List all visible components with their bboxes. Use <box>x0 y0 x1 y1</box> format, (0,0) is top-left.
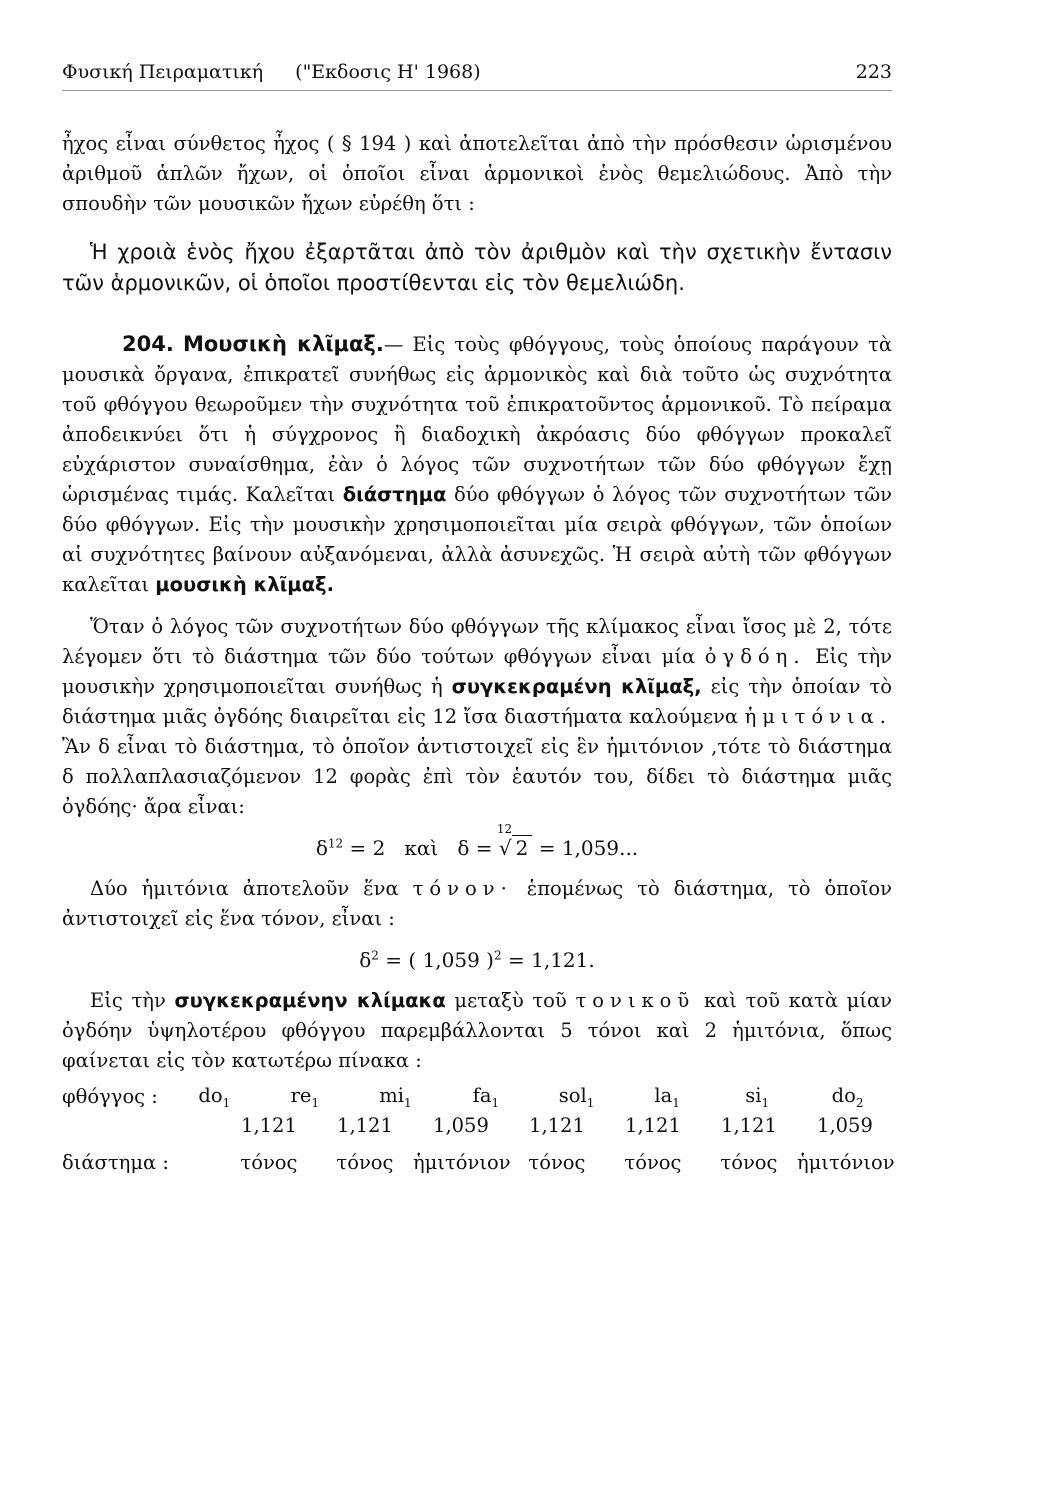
scale-table <box>62 1082 893 1176</box>
ratio-value: 1,121 <box>721 1113 777 1137</box>
header-left <box>62 60 507 84</box>
formula-semitone <box>62 822 892 860</box>
note-sub: 1 <box>222 1095 231 1110</box>
radicand: 2 <box>512 835 533 860</box>
octave-text-a: Ὅταν ὁ λόγος τῶν συχνοτήτων δύο φθόγγων τῆς κλίμακος εἶναι ἴσος μὲ 2, τότε λέγομεν ὅτι τὸ διάστημα τῶν δύο τούτων φθόγγων εἶναι μία <box>62 615 892 668</box>
ratio-value: 1,121 <box>625 1113 681 1137</box>
formula1-exponent: 12 <box>327 836 344 851</box>
note-sub: 1 <box>672 1095 680 1110</box>
interval-value: τόνος <box>528 1150 586 1174</box>
term-tempered-scale-acc: συγκεκραμένην κλίμακα <box>174 989 446 1012</box>
root-symbol: 12 √ 2 <box>499 836 532 860</box>
note-sub: 2 <box>855 1095 864 1110</box>
interval-value: ἡμιτόνιον <box>412 1150 511 1174</box>
note-name: sol <box>558 1084 587 1107</box>
formula2-exponent: 2 <box>371 948 379 963</box>
octave-text-d: Ἂν δ εἶναι τὸ διάστημα, τὸ ὁποῖον ἀντιστοιχεῖ εἰς ἓν ἡμιτόνιον ,τότε τὸ διάστημα δ πολλαπλασιαζόμενον 12 φορὰς ἐπὶ τὸν ἑαυτόν του, δίδει τὸ διάστημα μιᾶς ὀγδόης· ἄρα εἶναι: <box>62 735 892 818</box>
interval-value: τόνος <box>720 1150 778 1174</box>
ratios-cell <box>169 1112 893 1139</box>
tone-text-a: Δύο ἡμιτόνια ἀποτελοῦν ἕνα <box>90 877 399 900</box>
book-title: Φυσική Πειραματική <box>62 61 264 83</box>
formula1-result: = 1,059... <box>538 836 639 860</box>
interval-value: ἡμιτόνιον <box>796 1150 895 1174</box>
note-name: mi <box>379 1084 404 1107</box>
section-text-a: — Εἰς τοὺς φθόγγους, τοὺς ὁποίους παράγουν τὰ μουσικὰ ὄργανα, ἐπικρατεῖ συνήθως εἰς ἁρμονικὸς καὶ διὰ τοῦτο ὡς συχνότητα τοῦ φθόγγου θεωροῦμεν τὴν συχνότητα τοῦ ἐπικρατοῦντος ἁρμονικοῦ. Τὸ πείραμα ἀποδεικνύει ὅτι ἡ σύγχρονος ἢ διαδοχικὴ ἀκρόασις δύο φθόγγων προκαλεῖ εὐχάριστον συναίσθημα, ἐὰν ὁ λόγος τῶν συχνοτήτων τῶν δύο φθόγγων ἔχῃ ὡρισμένας τιμάς. Καλεῖται <box>62 333 892 506</box>
ratio-value: 1,121 <box>529 1113 585 1137</box>
formula-tone <box>62 948 892 972</box>
interval-value: τόνος <box>240 1150 298 1174</box>
book-page <box>62 60 895 1176</box>
note-name: do <box>198 1084 223 1107</box>
note-cell <box>622 1082 712 1112</box>
section-number: 204. <box>122 332 174 356</box>
note-sub: 1 <box>491 1095 500 1110</box>
section-204 <box>62 329 892 600</box>
running-header <box>62 60 892 91</box>
paragraph-octave <box>62 612 892 822</box>
note-cell <box>350 1082 441 1112</box>
note-cell <box>531 1082 622 1112</box>
octave-text-b: Εἰς τὴν μουσικὴν χρησιμοποιεῖται συνήθως ἡ <box>62 645 892 698</box>
formula1-equals-2: = 2 <box>349 836 386 860</box>
note-cell <box>802 1082 893 1112</box>
term-octave: ὀγδόη. <box>704 645 806 668</box>
formula1-delta-eq: δ = <box>457 836 493 860</box>
intro-text-c: καὶ τοῦ κατὰ μίαν ὀγδόην ὑψηλοτέρου φθόγγου παρεμβάλλονται 5 τόνοι καὶ 2 ἡμιτόνια, ὅπως φαίνεται εἰς τὸν κατωτέρω πίνακα : <box>62 989 892 1072</box>
page-number: 223 <box>855 61 892 83</box>
paragraph-1: ἦχος εἶναι σύνθετος ἦχος ( § 194 ) καὶ ἀποτελεῖται ἀπὸ τὴν πρόσθεσιν ὡρισμένου ἀριθμοῦ ἁπλῶν ἤχων, οἱ ὁποῖοι εἶναι ἁρμονικοὶ ἑνὸς θεμελιώδους. Ἀπὸ τὴν σπουδὴν τῶν μουσικῶν ἤχων εὑρέθη ὅτι : <box>62 132 892 215</box>
term-semitones: ἡμιτόνια. <box>744 705 893 728</box>
intro-text-b: μεταξὺ τοῦ <box>454 989 567 1012</box>
ratio-value: 1,059 <box>817 1113 873 1137</box>
note-cell <box>260 1082 350 1112</box>
term-tone: τόνον· <box>412 877 513 900</box>
term-tempered-scale: συγκεκραμένη κλῖμαξ, <box>451 675 702 698</box>
ratios-row <box>62 1112 893 1139</box>
term-tonic: τονικοῦ <box>575 989 696 1012</box>
note-cell <box>169 1082 260 1112</box>
formula2-result: = 1,121. <box>508 948 595 972</box>
term-interval: διάστημα <box>342 483 447 506</box>
note-name: re <box>290 1084 312 1107</box>
intro-text-a: Εἰς τὴν <box>90 989 166 1012</box>
root-index: 12 <box>496 822 513 836</box>
section-text-b: δύο φθόγγων ὁ λόγος τῶν συχνοτήτων τῶν δύο φθόγγων. Εἰς τὴν μουσικὴν χρησιμοποιεῖται μία σειρὰ φθόγγων, τῶν ὁποίων αἱ συχνότητες βαίνουν αὐξανόμεναι, ἀλλὰ ἀσυνεχῶς. Ἡ σειρὰ αὐτὴ τῶν φθόγγων καλεῖται <box>62 483 892 596</box>
note-name: la <box>654 1084 673 1107</box>
notes-row <box>62 1082 893 1112</box>
formula2-delta: δ <box>359 948 372 972</box>
interval-value: τόνος <box>336 1150 394 1174</box>
ratio-value: 1,059 <box>433 1113 489 1137</box>
note-sub: 1 <box>586 1095 595 1110</box>
note-sub: 1 <box>761 1095 770 1110</box>
note-sub: 1 <box>403 1095 412 1110</box>
section-title: Μουσικὴ κλῖμαξ. <box>182 332 384 356</box>
ratio-value: 1,121 <box>241 1113 297 1137</box>
note-name: si <box>745 1084 762 1107</box>
timbre-law-statement: Ἡ χροιὰ ἑνὸς ἤχου ἐξαρτᾶται ἀπὸ τὸν ἀριθμὸν καὶ τὴν σχετικὴν ἔντασιν τῶν ἁρμονικῶν, οἱ ὁποῖοι προστίθενται εἰς τὸν θεμελιώδη. <box>62 240 892 295</box>
paragraph-table-intro <box>62 986 892 1076</box>
ratio-value: 1,121 <box>337 1113 393 1137</box>
formula1-delta: δ <box>315 836 328 860</box>
tone-text-b: ἑπομένως τὸ διάστημα, τὸ ὁποῖον ἀντιστοιχεῖ εἰς ἕνα τόνον, εἶναι : <box>62 877 892 930</box>
formula2-exponent-2: 2 <box>494 948 502 963</box>
interval-value: τόνος <box>624 1150 682 1174</box>
formula2-middle: = ( 1,059 ) <box>385 948 494 972</box>
octave-text-c: εἰς τὴν ὁποίαν τὸ διάστημα μιᾶς ὀγδόης διαιρεῖται εἰς 12 ἴσα διαστήματα καλούμενα <box>62 675 892 728</box>
edition-note: ("Εκδοσις Η' 1968) <box>295 61 481 83</box>
note-cell <box>441 1082 531 1112</box>
intervals-cell <box>169 1139 893 1176</box>
notes-row-label: φθόγγος : <box>62 1085 158 1109</box>
note-name: fa <box>472 1084 492 1107</box>
note-name: do <box>831 1084 856 1107</box>
formula1-and: καὶ <box>404 836 439 860</box>
intervals-row-label: διάστημα : <box>62 1150 169 1174</box>
intervals-row <box>62 1139 893 1176</box>
paragraph-tone <box>62 874 892 934</box>
note-cell <box>712 1082 802 1112</box>
note-sub: 1 <box>311 1095 320 1110</box>
term-musical-scale: μουσικὴ κλῖμαξ. <box>155 573 334 596</box>
